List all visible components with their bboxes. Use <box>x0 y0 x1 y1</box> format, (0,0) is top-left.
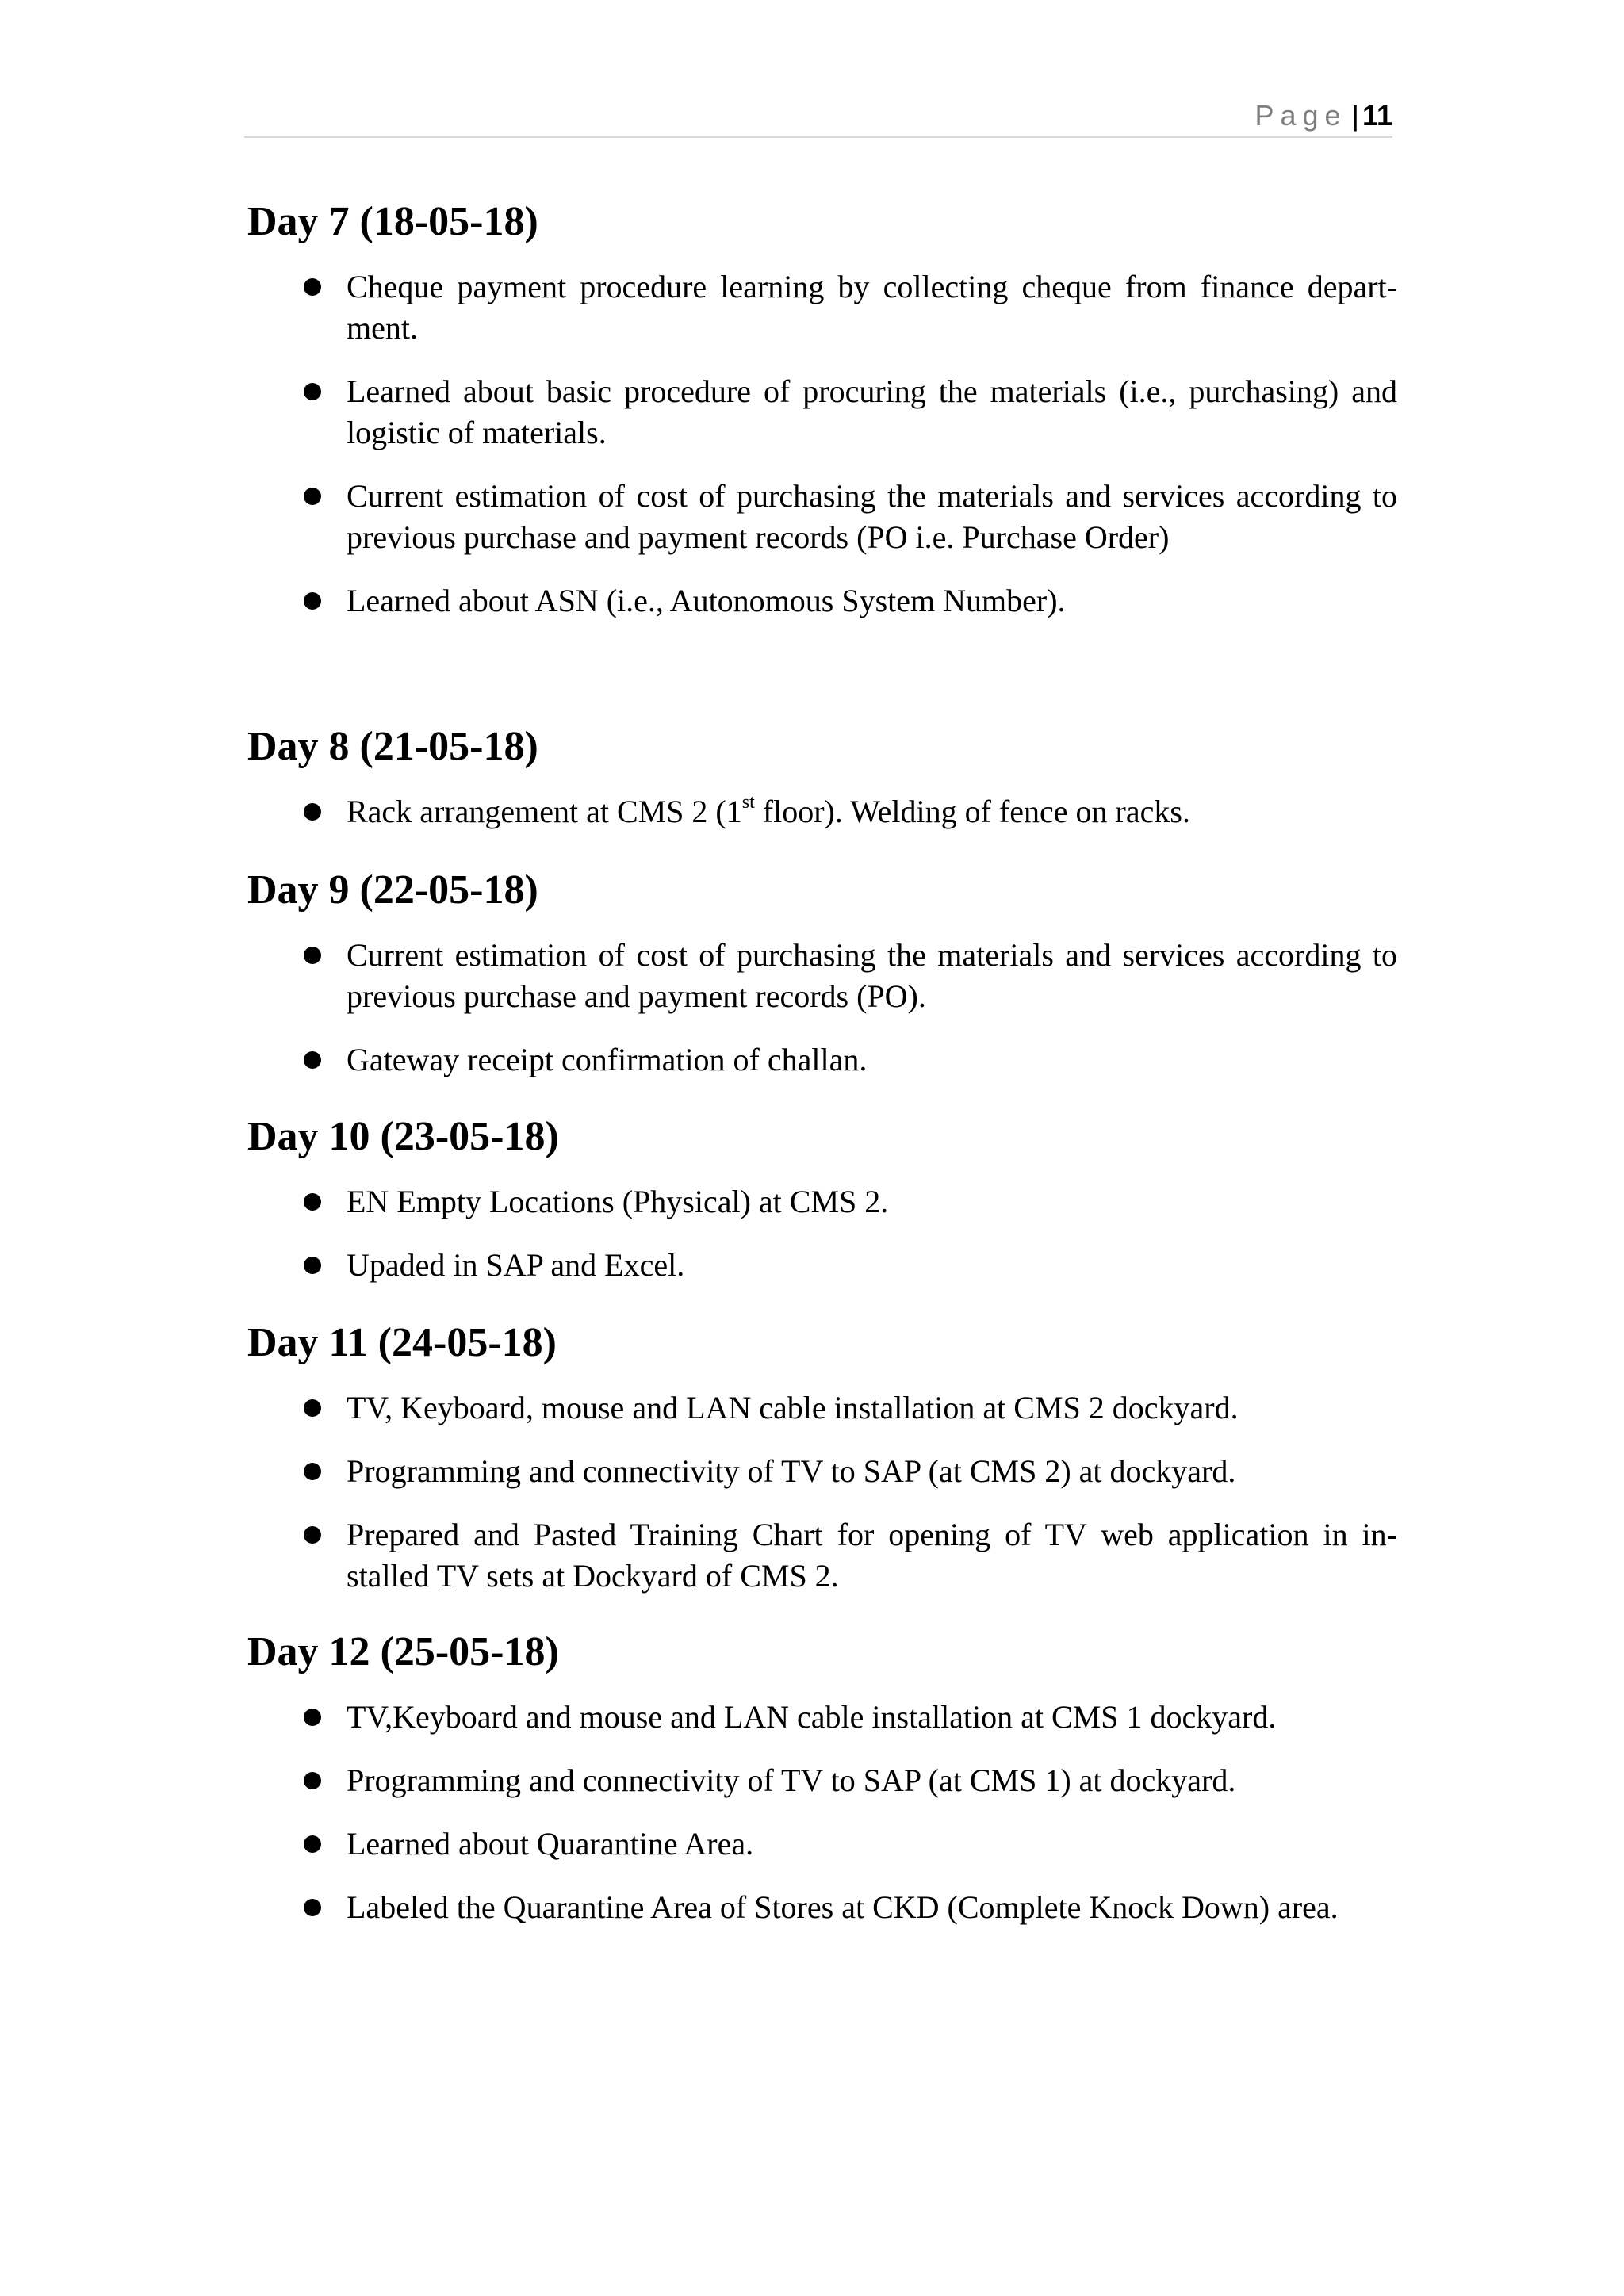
item-text: Programming and connectivity of TV to SAP (at CMS 1) at dockyard. <box>347 1762 1236 1798</box>
bullet-icon <box>304 1193 321 1211</box>
item-text: Upaded in SAP and Excel. <box>347 1247 685 1283</box>
bullet-icon <box>304 488 321 505</box>
day-heading: Day 8 (21-05-18) <box>247 724 538 769</box>
day-section-9 <box>247 867 1397 1103</box>
list-item <box>247 1039 1397 1081</box>
item-text: Prepared and Pasted Training Chart for opening of TV web application in in-stalled TV sets at Dockyard of CMS 2. <box>347 1517 1397 1594</box>
bullet-icon <box>304 1463 321 1480</box>
bullet-icon <box>304 803 321 821</box>
page-label: Page <box>1254 99 1347 132</box>
day-section-7 <box>247 198 1397 644</box>
list-item <box>247 476 1397 558</box>
item-text: Learned about ASN (i.e., Autonomous System Number). <box>347 583 1066 618</box>
page-separator: | <box>1351 99 1359 132</box>
bullet-icon <box>304 383 321 400</box>
item-text: Learned about basic procedure of procuring the materials (i.e., purchasing) and logistic of materials. <box>347 373 1397 450</box>
day-heading: Day 10 (23-05-18) <box>247 1114 559 1159</box>
bullet-icon <box>304 1051 321 1069</box>
day-section-8 <box>247 723 1397 855</box>
day-item-list <box>247 935 1397 1081</box>
item-text: Cheque payment procedure learning by collecting cheque from finance depart-ment. <box>347 269 1397 346</box>
item-text: TV, Keyboard, mouse and LAN cable installation at CMS 2 dockyard. <box>347 1390 1239 1425</box>
list-item <box>247 1697 1397 1738</box>
list-item <box>247 1514 1397 1597</box>
page-number: 11 <box>1362 99 1392 132</box>
item-text: Gateway receipt confirmation of challan. <box>347 1042 868 1077</box>
list-item <box>247 1387 1397 1429</box>
list-item <box>247 1887 1397 1928</box>
day-item-list <box>247 1181 1397 1286</box>
item-text: EN Empty Locations (Physical) at CMS 2. <box>347 1184 889 1219</box>
bullet-icon <box>304 947 321 964</box>
ordinal-suffix: st <box>741 791 755 813</box>
day-item-list <box>247 1387 1397 1597</box>
day-item-list <box>247 791 1397 832</box>
bullet-icon <box>304 1772 321 1789</box>
item-text: Current estimation of cost of purchasing the materials and services according to previous purchase and payment records (PO i.e. Purchase Order) <box>347 478 1397 555</box>
bullet-icon <box>304 278 321 296</box>
day-item-list <box>247 266 1397 622</box>
item-text: Learned about Quarantine Area. <box>347 1826 754 1862</box>
bullet-icon <box>304 592 321 610</box>
bullet-icon <box>304 1835 321 1853</box>
bullet-icon <box>304 1526 321 1544</box>
list-item <box>247 580 1397 622</box>
day-heading: Day 9 (22-05-18) <box>247 867 538 913</box>
day-section-11 <box>247 1319 1397 1619</box>
list-item <box>247 935 1397 1017</box>
item-text-start: Rack arrangement at CMS 2 (1 <box>347 794 742 829</box>
bullet-icon <box>304 1257 321 1274</box>
list-item <box>247 1451 1397 1492</box>
list-item <box>247 1181 1397 1223</box>
list-item <box>247 266 1397 349</box>
item-text <box>347 791 1190 829</box>
bullet-icon <box>304 1899 321 1916</box>
day-heading: Day 7 (18-05-18) <box>247 199 538 244</box>
item-text: Labeled the Quarantine Area of Stores at CKD (Complete Knock Down) area. <box>347 1889 1339 1925</box>
item-text-end: floor). Welding of fence on racks. <box>754 794 1190 829</box>
list-item <box>247 1823 1397 1865</box>
day-heading: Day 12 (25-05-18) <box>247 1629 559 1674</box>
day-section-10 <box>247 1113 1397 1308</box>
bullet-icon <box>304 1709 321 1726</box>
item-text: TV,Keyboard and mouse and LAN cable installation at CMS 1 dockyard. <box>347 1699 1277 1735</box>
day-section-12 <box>247 1628 1397 1950</box>
day-item-list <box>247 1697 1397 1928</box>
list-item <box>247 1245 1397 1286</box>
list-item <box>247 371 1397 453</box>
item-text: Current estimation of cost of purchasing the materials and services according to previous purchase and payment records (PO). <box>347 937 1397 1014</box>
list-item <box>247 1760 1397 1801</box>
day-heading: Day 11 (24-05-18) <box>247 1320 557 1365</box>
list-item <box>247 791 1397 832</box>
page-header <box>244 95 1392 138</box>
bullet-icon <box>304 1399 321 1417</box>
item-text: Programming and connectivity of TV to SAP (at CMS 2) at dockyard. <box>347 1453 1236 1489</box>
